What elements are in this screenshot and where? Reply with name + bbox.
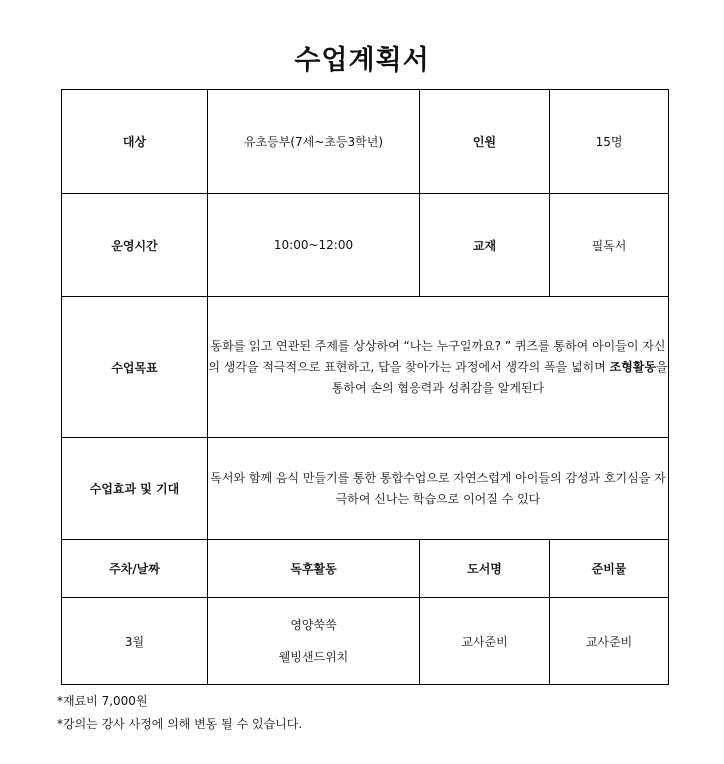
col-header-book: 도서명 — [420, 540, 550, 598]
target-label: 대상 — [62, 90, 208, 194]
col-header-supplies: 준비물 — [550, 540, 669, 598]
goal-label: 수업목표 — [62, 297, 208, 438]
time-value: 10:00~12:00 — [208, 194, 420, 297]
activity-line1: 영양쑥쑥 — [290, 618, 337, 632]
footnotes — [57, 690, 302, 736]
goal-text — [208, 297, 669, 438]
people-label: 인원 — [420, 90, 550, 194]
goal-text-part1: 동화를 읽고 연관된 주제를 상상하여 “나는 누구일까요? ” 퀴즈를 통하여 아이들이 자신의 생각을 적극적으로 표현하고, 답을 찾아가는 과정에서 생각의 폭을 넓히며 — [208, 338, 666, 374]
table-row — [62, 90, 669, 194]
material-value: 필독서 — [550, 194, 669, 297]
activity-cell — [208, 598, 420, 685]
col-header-activity: 독후활동 — [208, 540, 420, 598]
week-cell: 3월 — [62, 598, 208, 685]
time-label: 운영시간 — [62, 194, 208, 297]
table-row — [62, 297, 669, 438]
goal-text-emphasis: 조형활동 — [609, 359, 657, 374]
people-value: 15명 — [550, 90, 669, 194]
activity-line2: 웰빙샌드위치 — [278, 650, 349, 664]
book-cell: 교사준비 — [420, 598, 550, 685]
plan-table — [61, 89, 669, 685]
material-label: 교재 — [420, 194, 550, 297]
footnote-fee: *재료비 7,000원 — [57, 694, 148, 708]
table-header-row — [62, 540, 669, 598]
col-header-week: 주차/날짜 — [62, 540, 208, 598]
table-row — [62, 598, 669, 685]
table-row — [62, 438, 669, 540]
target-value: 유초등부(7세~초등3학년) — [208, 90, 420, 194]
page-title: 수업계획서 — [294, 45, 430, 76]
effect-label: 수업효과 및 기대 — [62, 438, 208, 540]
effect-text: 독서와 함께 음식 만들기를 통한 통합수업으로 자연스럽게 아이들의 감성과 호기심을 자극하여 신나는 학습으로 이어질 수 있다 — [208, 438, 669, 540]
footnote-change: *강의는 강사 사정에 의해 변동 될 수 있습니다. — [57, 717, 303, 731]
supplies-cell: 교사준비 — [550, 598, 669, 685]
goal-text-part2: 을 통하여 손의 협응력과 성취감을 알게된다 — [331, 359, 668, 395]
table-row — [62, 194, 669, 297]
